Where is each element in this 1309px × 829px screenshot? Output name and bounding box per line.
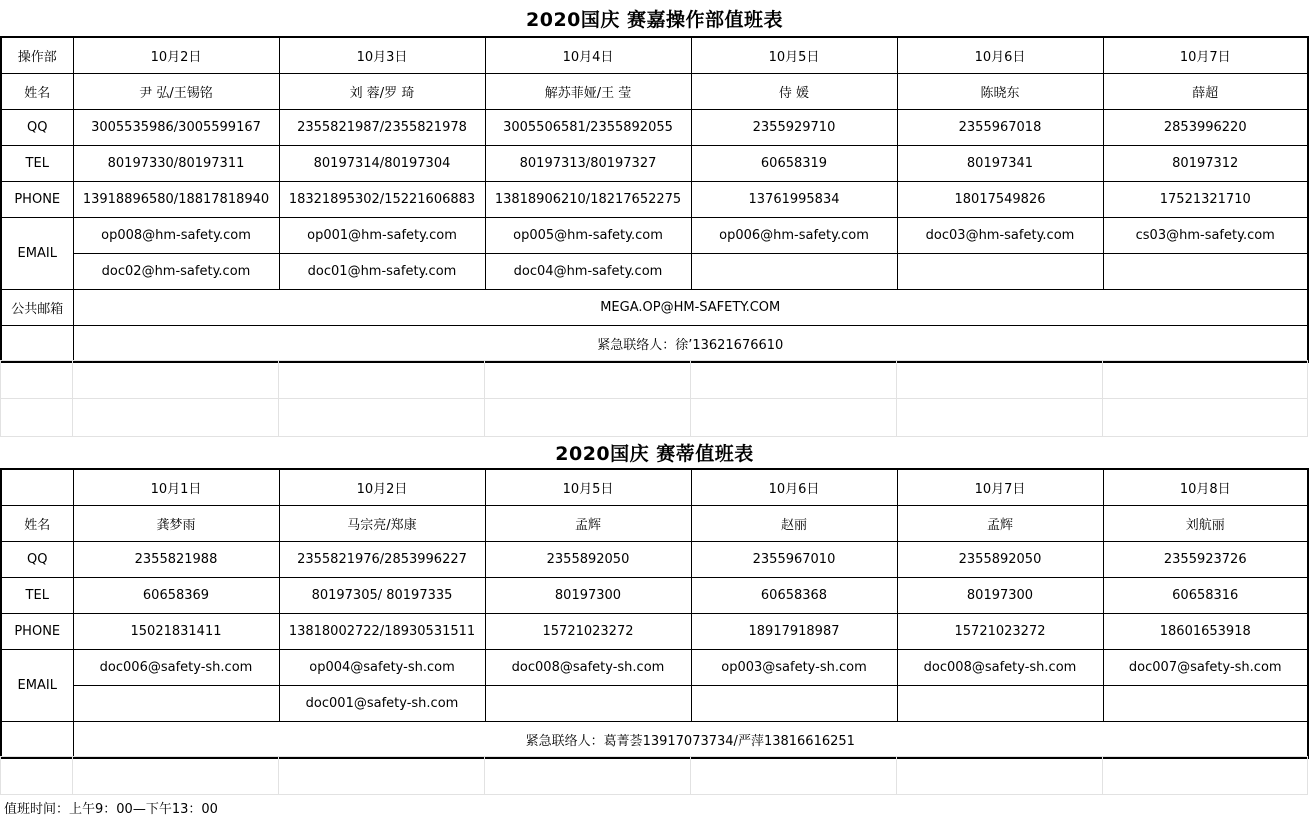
email-cell[interactable] xyxy=(1103,686,1308,722)
phone-cell[interactable]: 15721023272 xyxy=(897,614,1103,650)
email-cell[interactable]: doc006@safety-sh.com xyxy=(73,650,279,686)
row-label[interactable]: 姓名 xyxy=(1,506,73,542)
blank-rows xyxy=(0,756,1308,795)
empty-cell[interactable] xyxy=(1,361,73,399)
empty-cell[interactable] xyxy=(897,757,1103,795)
tel-cell[interactable]: 60658368 xyxy=(691,578,897,614)
date-cell[interactable]: 10月1日 xyxy=(73,469,279,506)
qq-row xyxy=(1,110,1308,146)
name-cell[interactable]: 刘航丽 xyxy=(1103,506,1308,542)
email-cell[interactable] xyxy=(73,686,279,722)
phone-cell[interactable]: 13818906210/18217652275 xyxy=(485,182,691,218)
empty-cell[interactable] xyxy=(73,361,279,399)
empty-cell[interactable] xyxy=(1103,361,1308,399)
email-row xyxy=(1,686,1308,722)
qq-cell[interactable]: 2355967010 xyxy=(691,542,897,578)
date-cell[interactable]: 10月3日 xyxy=(279,37,485,74)
phone-cell[interactable]: 13818002722/18930531511 xyxy=(279,614,485,650)
email-cell[interactable]: doc001@safety-sh.com xyxy=(279,686,485,722)
qq-cell[interactable]: 2355892050 xyxy=(485,542,691,578)
empty-cell[interactable] xyxy=(691,361,897,399)
tel-cell[interactable]: 60658319 xyxy=(691,146,897,182)
corner-label[interactable]: 操作部 xyxy=(1,37,73,74)
row-label[interactable]: PHONE xyxy=(1,614,73,650)
name-row xyxy=(1,74,1308,110)
qq-cell[interactable]: 2853996220 xyxy=(1103,110,1308,146)
name-cell[interactable]: 马宗亮/郑康 xyxy=(279,506,485,542)
phone-cell[interactable]: 17521321710 xyxy=(1103,182,1308,218)
email-row xyxy=(1,254,1308,290)
date-cell[interactable]: 10月2日 xyxy=(279,469,485,506)
email-cell[interactable] xyxy=(1103,254,1308,290)
empty-cell[interactable] xyxy=(279,399,485,437)
empty-cell[interactable] xyxy=(1,757,73,795)
email-cell[interactable]: doc03@hm-safety.com xyxy=(897,218,1103,254)
row-label[interactable]: 公共邮箱 xyxy=(1,290,73,326)
empty-cell[interactable] xyxy=(691,757,897,795)
email-cell[interactable] xyxy=(897,254,1103,290)
empty-cell[interactable] xyxy=(1103,399,1308,437)
tel-cell[interactable]: 60658316 xyxy=(1103,578,1308,614)
email-cell[interactable]: doc007@safety-sh.com xyxy=(1103,650,1308,686)
name-cell[interactable]: 孟辉 xyxy=(897,506,1103,542)
tel-cell[interactable]: 80197314/80197304 xyxy=(279,146,485,182)
public-mailbox-row xyxy=(1,290,1308,326)
tel-cell[interactable]: 80197312 xyxy=(1103,146,1308,182)
email-cell[interactable]: doc008@safety-sh.com xyxy=(897,650,1103,686)
date-cell[interactable]: 10月4日 xyxy=(485,37,691,74)
tel-cell[interactable]: 80197341 xyxy=(897,146,1103,182)
email-cell[interactable] xyxy=(691,254,897,290)
row-label[interactable]: PHONE xyxy=(1,182,73,218)
email-cell[interactable]: doc008@safety-sh.com xyxy=(485,650,691,686)
qq-cell[interactable]: 2355923726 xyxy=(1103,542,1308,578)
qq-cell[interactable]: 3005535986/3005599167 xyxy=(73,110,279,146)
qq-cell[interactable]: 2355929710 xyxy=(691,110,897,146)
name-cell[interactable]: 解苏菲娅/王 莹 xyxy=(485,74,691,110)
email-cell[interactable] xyxy=(897,686,1103,722)
phone-cell[interactable]: 13918896580/18817818940 xyxy=(73,182,279,218)
emergency-row xyxy=(1,722,1308,759)
empty-cell[interactable] xyxy=(485,399,691,437)
empty-cell[interactable] xyxy=(485,361,691,399)
phone-cell[interactable]: 15721023272 xyxy=(485,614,691,650)
empty-cell[interactable] xyxy=(73,399,279,437)
qq-cell[interactable]: 2355821976/2853996227 xyxy=(279,542,485,578)
date-cell[interactable]: 10月5日 xyxy=(691,37,897,74)
phone-cell[interactable]: 18321895302/15221606883 xyxy=(279,182,485,218)
phone-cell[interactable]: 18017549826 xyxy=(897,182,1103,218)
qq-cell[interactable]: 3005506581/2355892055 xyxy=(485,110,691,146)
empty-cell[interactable] xyxy=(897,399,1103,437)
row-label[interactable]: 姓名 xyxy=(1,74,73,110)
corner-label[interactable] xyxy=(1,469,73,506)
tel-cell[interactable]: 80197300 xyxy=(485,578,691,614)
name-cell[interactable]: 尹 弘/王锡铭 xyxy=(73,74,279,110)
empty-cell[interactable] xyxy=(691,399,897,437)
email-cell[interactable]: op004@safety-sh.com xyxy=(279,650,485,686)
email-cell[interactable]: doc02@hm-safety.com xyxy=(73,254,279,290)
date-cell[interactable]: 10月7日 xyxy=(897,469,1103,506)
email-cell[interactable]: op001@hm-safety.com xyxy=(279,218,485,254)
email-cell[interactable]: op005@hm-safety.com xyxy=(485,218,691,254)
tel-row xyxy=(1,146,1308,182)
row-label[interactable]: EMAIL xyxy=(1,218,73,290)
name-cell[interactable]: 薛超 xyxy=(1103,74,1308,110)
sd-schedule-title: 2020国庆 赛蒂值班表 xyxy=(555,442,754,465)
email-cell[interactable]: op006@hm-safety.com xyxy=(691,218,897,254)
date-cell[interactable]: 10月6日 xyxy=(897,37,1103,74)
row-label[interactable]: EMAIL xyxy=(1,650,73,722)
phone-cell[interactable]: 15021831411 xyxy=(73,614,279,650)
tel-row xyxy=(1,578,1308,614)
email-cell[interactable] xyxy=(691,686,897,722)
email-cell[interactable]: doc01@hm-safety.com xyxy=(279,254,485,290)
phone-cell[interactable]: 13761995834 xyxy=(691,182,897,218)
empty-cell[interactable] xyxy=(1103,757,1308,795)
phone-row xyxy=(1,182,1308,218)
name-cell[interactable]: 刘 蓉/罗 琦 xyxy=(279,74,485,110)
date-row xyxy=(1,37,1308,74)
duty-hours-note[interactable]: 值班时间：上午9：00—下午13：00 xyxy=(4,802,218,817)
phone-cell[interactable]: 18601653918 xyxy=(1103,614,1308,650)
ops-schedule-table xyxy=(0,36,1309,363)
name-cell[interactable]: 龚梦雨 xyxy=(73,506,279,542)
email-cell[interactable]: doc04@hm-safety.com xyxy=(485,254,691,290)
date-cell[interactable]: 10月2日 xyxy=(73,37,279,74)
name-cell[interactable]: 孟辉 xyxy=(485,506,691,542)
ops-schedule-title: 2020国庆 赛嘉操作部值班表 xyxy=(526,8,783,31)
phone-cell[interactable]: 18917918987 xyxy=(691,614,897,650)
empty-cell[interactable] xyxy=(1,722,73,759)
tel-cell[interactable]: 80197305/ 80197335 xyxy=(279,578,485,614)
name-row xyxy=(1,506,1308,542)
qq-cell[interactable]: 2355821987/2355821978 xyxy=(279,110,485,146)
tel-cell[interactable]: 80197300 xyxy=(897,578,1103,614)
qq-cell[interactable]: 2355892050 xyxy=(897,542,1103,578)
emergency-row xyxy=(1,326,1308,363)
email-cell[interactable]: op003@safety-sh.com xyxy=(691,650,897,686)
email-row xyxy=(1,650,1308,686)
name-cell[interactable]: 侍 媛 xyxy=(691,74,897,110)
empty-cell[interactable] xyxy=(279,361,485,399)
email-row xyxy=(1,218,1308,254)
date-cell[interactable]: 10月8日 xyxy=(1103,469,1308,506)
date-cell[interactable]: 10月6日 xyxy=(691,469,897,506)
emergency-contact-cell[interactable]: 紧急联络人：徐’13621676610 xyxy=(73,326,1308,363)
tel-cell[interactable]: 80197313/80197327 xyxy=(485,146,691,182)
empty-cell[interactable] xyxy=(73,757,279,795)
email-cell[interactable]: cs03@hm-safety.com xyxy=(1103,218,1308,254)
name-cell[interactable]: 赵丽 xyxy=(691,506,897,542)
qq-cell[interactable]: 2355967018 xyxy=(897,110,1103,146)
sd-schedule-table xyxy=(0,468,1309,759)
blank-rows xyxy=(0,360,1308,437)
empty-cell[interactable] xyxy=(897,361,1103,399)
name-cell[interactable]: 陈晓东 xyxy=(897,74,1103,110)
qq-cell[interactable]: 2355821988 xyxy=(73,542,279,578)
empty-cell[interactable] xyxy=(1,399,73,437)
row-label[interactable]: TEL xyxy=(1,146,73,182)
date-row xyxy=(1,469,1308,506)
empty-cell[interactable] xyxy=(279,757,485,795)
emergency-contact-cell[interactable]: 紧急联络人：葛菁荟13917073734/严萍13816616251 xyxy=(73,722,1308,759)
email-cell[interactable] xyxy=(485,686,691,722)
qq-row xyxy=(1,542,1308,578)
empty-cell[interactable] xyxy=(1,326,73,363)
phone-row xyxy=(1,614,1308,650)
row-label[interactable]: TEL xyxy=(1,578,73,614)
email-cell[interactable]: op008@hm-safety.com xyxy=(73,218,279,254)
date-cell[interactable]: 10月5日 xyxy=(485,469,691,506)
empty-cell[interactable] xyxy=(485,757,691,795)
row-label[interactable]: QQ xyxy=(1,110,73,146)
tel-cell[interactable]: 60658369 xyxy=(73,578,279,614)
tel-cell[interactable]: 80197330/80197311 xyxy=(73,146,279,182)
public-mailbox-cell[interactable]: MEGA.OP@HM-SAFETY.COM xyxy=(73,290,1308,326)
date-cell[interactable]: 10月7日 xyxy=(1103,37,1308,74)
row-label[interactable]: QQ xyxy=(1,542,73,578)
